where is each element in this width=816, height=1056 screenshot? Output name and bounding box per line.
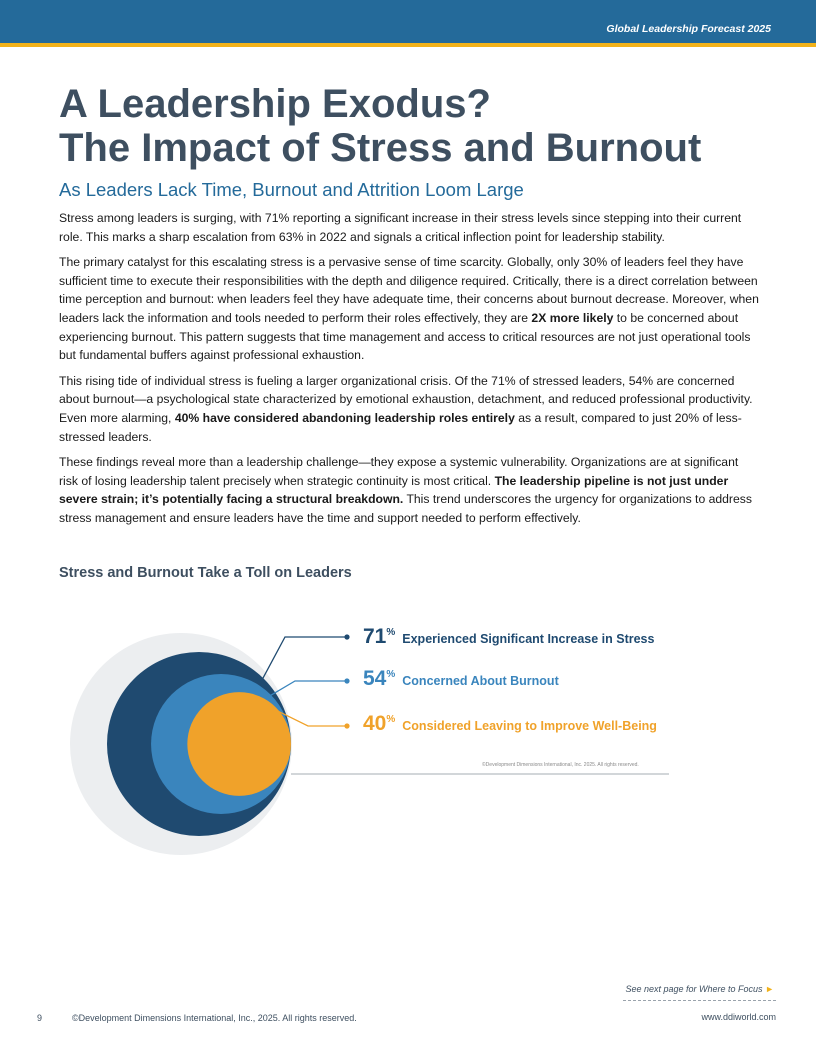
header-bar [0, 0, 816, 43]
paragraph-2: The primary catalyst for this escalating stress is a pervasive sense of time scarcity. Globally, only 30% of leaders feel they have sufficient time to execute their responsibilities with the depth and diligence required. Critically, there is a direct correlation between time perception and burnout: when leaders feel they have adequate time, their concerns about burnout decrease. Moreover, when leaders lack the information and tools needed to perform their roles effectively, they are 2X more likely to be concerned about experiencing burnout. This pattern suggests that time management and access to critical resources are not just operational tools but fundamental buffers against professional exhaustion. [59, 255, 759, 363]
footer-copyright: ©Development Dimensions International, Inc., 2025. All rights reserved. [72, 1013, 357, 1023]
publication-title: Global Leadership Forecast 2025 [606, 23, 771, 35]
burnout-value: 54 [363, 667, 387, 690]
emphasis-2x: 2X more likely [531, 310, 614, 325]
stress-unit: % [386, 627, 396, 638]
leaving-circle [187, 692, 291, 796]
leaving-value: 40 [363, 712, 387, 735]
burnout-leader-dot [344, 678, 349, 683]
emphasis-pipeline: The leadership pipeline is not just under severe strain; it’s potentially facing a structural breakdown. [59, 473, 729, 507]
label-row-burnout [363, 667, 559, 691]
chart-title: Stress and Burnout Take a Toll on Leaders [59, 565, 352, 581]
page-title [59, 82, 779, 170]
footer-url[interactable]: www.ddiworld.com [701, 1012, 776, 1022]
burnout-unit: % [386, 669, 396, 680]
paragraph-4: These findings reveal more than a leadership challenge—they expose a systemic vulnerability. Organizations are at significant risk of losing leadership talent precisely when strategic continuity is most critical. The leadership pipeline is not just under severe strain; it’s potentially facing a structural breakdown. This trend underscores the urgency for organizations to address stress management and ensure leaders have the time and support needed to perform effectively. [59, 455, 752, 525]
stress-label: Experienced Significant Increase in Stress [402, 632, 655, 646]
see-next-text: See next page for Where to Focus [625, 984, 763, 994]
chart-copyright: ©Development Dimensions International, Inc. 2025. All rights reserved. [482, 762, 639, 768]
leaving-unit: % [386, 714, 396, 725]
stress-value: 71 [363, 625, 387, 648]
arrow-right-icon: ► [765, 984, 774, 994]
leaving-leader-dot [344, 723, 349, 728]
label-row-leaving [363, 712, 657, 736]
label-row-stress [363, 625, 654, 649]
leaving-label: Considered Leaving to Improve Well-Being [402, 719, 657, 733]
burnout-label: Concerned About Burnout [402, 674, 559, 688]
paragraph-1: Stress among leaders is surging, with 71% reporting a significant increase in their stress levels since stepping into their current role. This marks a sharp escalation from 63% in 2022 and signals a critical inflection point for leadership stability. [59, 211, 742, 244]
emphasis-40pct: 40% have considered abandoning leadership roles entirely [174, 410, 515, 425]
page-title-line1: A Leadership Exodus? [59, 82, 491, 126]
page-title-line2: The Impact of Stress and Burnout [59, 126, 702, 170]
footer-dashed-divider [623, 1000, 776, 1001]
body-text [59, 209, 759, 535]
paragraph-3: This rising tide of individual stress is fueling a larger organizational crisis. Of the 71% of stressed leaders, 54% are concerned about burnout—a psychological state characterized by emotional exhaustion, detachment, and reduced professional productivity. Even more alarming, 40% have considered abandoning leadership roles entirely as a result, compared to just 20% of less-stressed leaders. [59, 373, 753, 444]
stress-leader-dot [344, 634, 349, 639]
stress-leader-line [261, 637, 346, 682]
page-subtitle: As Leaders Lack Time, Burnout and Attrition Loom Large [59, 179, 524, 200]
header-accent-stripe [0, 43, 816, 47]
page-number: 9 [37, 1013, 43, 1023]
see-next-link[interactable] [625, 984, 774, 994]
